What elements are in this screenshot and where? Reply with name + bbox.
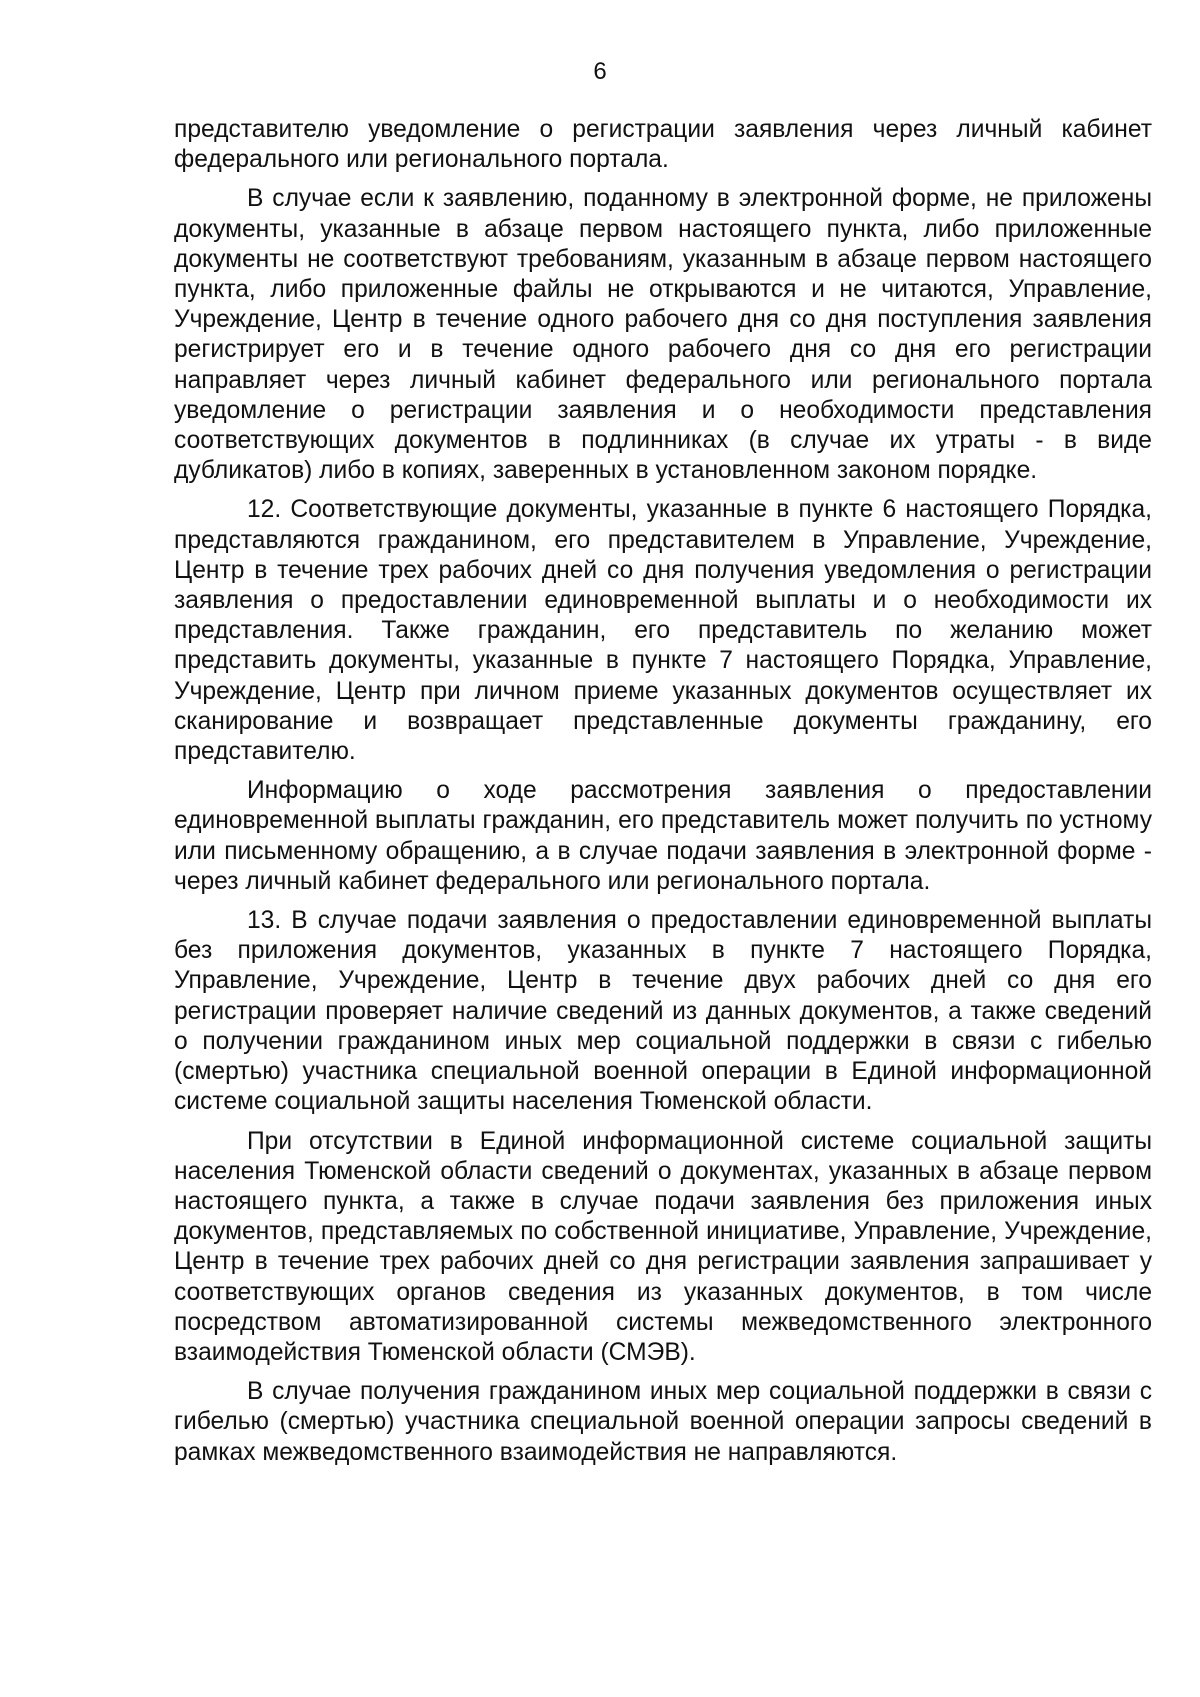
paragraph-interagency-requests: При отсутствии в Единой информационной системе социальной защиты населения Тюменской области сведений о документах, указанных в абзаце первом настоящего пункта, а также в случае подачи заявления без приложения иных документов, представляемых по собственной инициативе, Управление, Учреждение, Центр в течение трех рабочих дней со дня регистрации заявления запрашивает у соответствующих органов сведения из указанных документов, в том числе посредством автоматизированной системы межведомственного электронного взаимодействия Тюменской области (СМЭВ). — [174, 1127, 1152, 1366]
paragraph-no-requests-sent: В случае получения гражданином иных мер социальной поддержки в связи с гибелью (смертью) участника специальной военной операции запросы сведений в рамках межведомственного взаимодействия не направляются. — [174, 1378, 1152, 1466]
paragraph-electronic-form-documents: В случае если к заявлению, поданному в электронной форме, не приложены документы, указанные в абзаце первом настоящего пункта, либо приложенные документы не соответствуют требованиям, указанным в абзаце первом настоящего пункта, либо приложенные файлы не открываются и не читаются, Управление, Учреждение, Центр в течение одного рабочего дня со дня поступления заявления регистрирует его и в течение одного рабочего дня со дня его регистрации направляет через личный кабинет федерального или регионального портала уведомление о регистрации заявления и о необходимости представления соответствующих документов в подлинниках (в случае их утраты - в виде дубликатов) либо в копиях, заверенных в установленном законом порядке. — [174, 185, 1152, 485]
paragraph-item-12: 12. Соответствующие документы, указанные в пункте 6 настоящего Порядка, представляются гражданином, его представителем в Управление, Учреждение, Центр в течение трех рабочих дней со дня получения уведомления о регистрации заявления о предоставлении единовременной выплаты и о необходимости их представления. Также гражданин, его представитель по желанию может представить документы, указанные в пункте 7 настоящего Порядка, Управление, Учреждение, Центр при личном приеме указанных документов осуществляет их сканирование и возвращает представленные документы гражданину, его представителю. — [174, 496, 1152, 766]
paragraph-application-status-info: Информацию о ходе рассмотрения заявления о предоставлении единовременной выплаты гражданин, его представитель может получить по устному или письменному обращению, а в случае подачи заявления в электронной форме - через личный кабинет федерального или регионального портала. — [174, 777, 1152, 895]
page-number: 6 — [593, 58, 607, 85]
paragraph-item-13: 13. В случае подачи заявления о предоставлении единовременной выплаты без приложения документов, указанных в пункте 7 настоящего Порядка, Управление, Учреждение, Центр в течение двух рабочих дней со дня его регистрации проверяет наличие сведений из данных документов, а также сведений о получении гражданином иных мер социальной поддержки в связи с гибелью (смертью) участника специальной военной операции в Единой информационной системе социальной защиты населения Тюменской области. — [174, 907, 1152, 1116]
document-body — [174, 115, 1152, 1477]
paragraph-continuation: представителю уведомление о регистрации заявления через личный кабинет федерального или регионального портала. — [174, 116, 1152, 174]
